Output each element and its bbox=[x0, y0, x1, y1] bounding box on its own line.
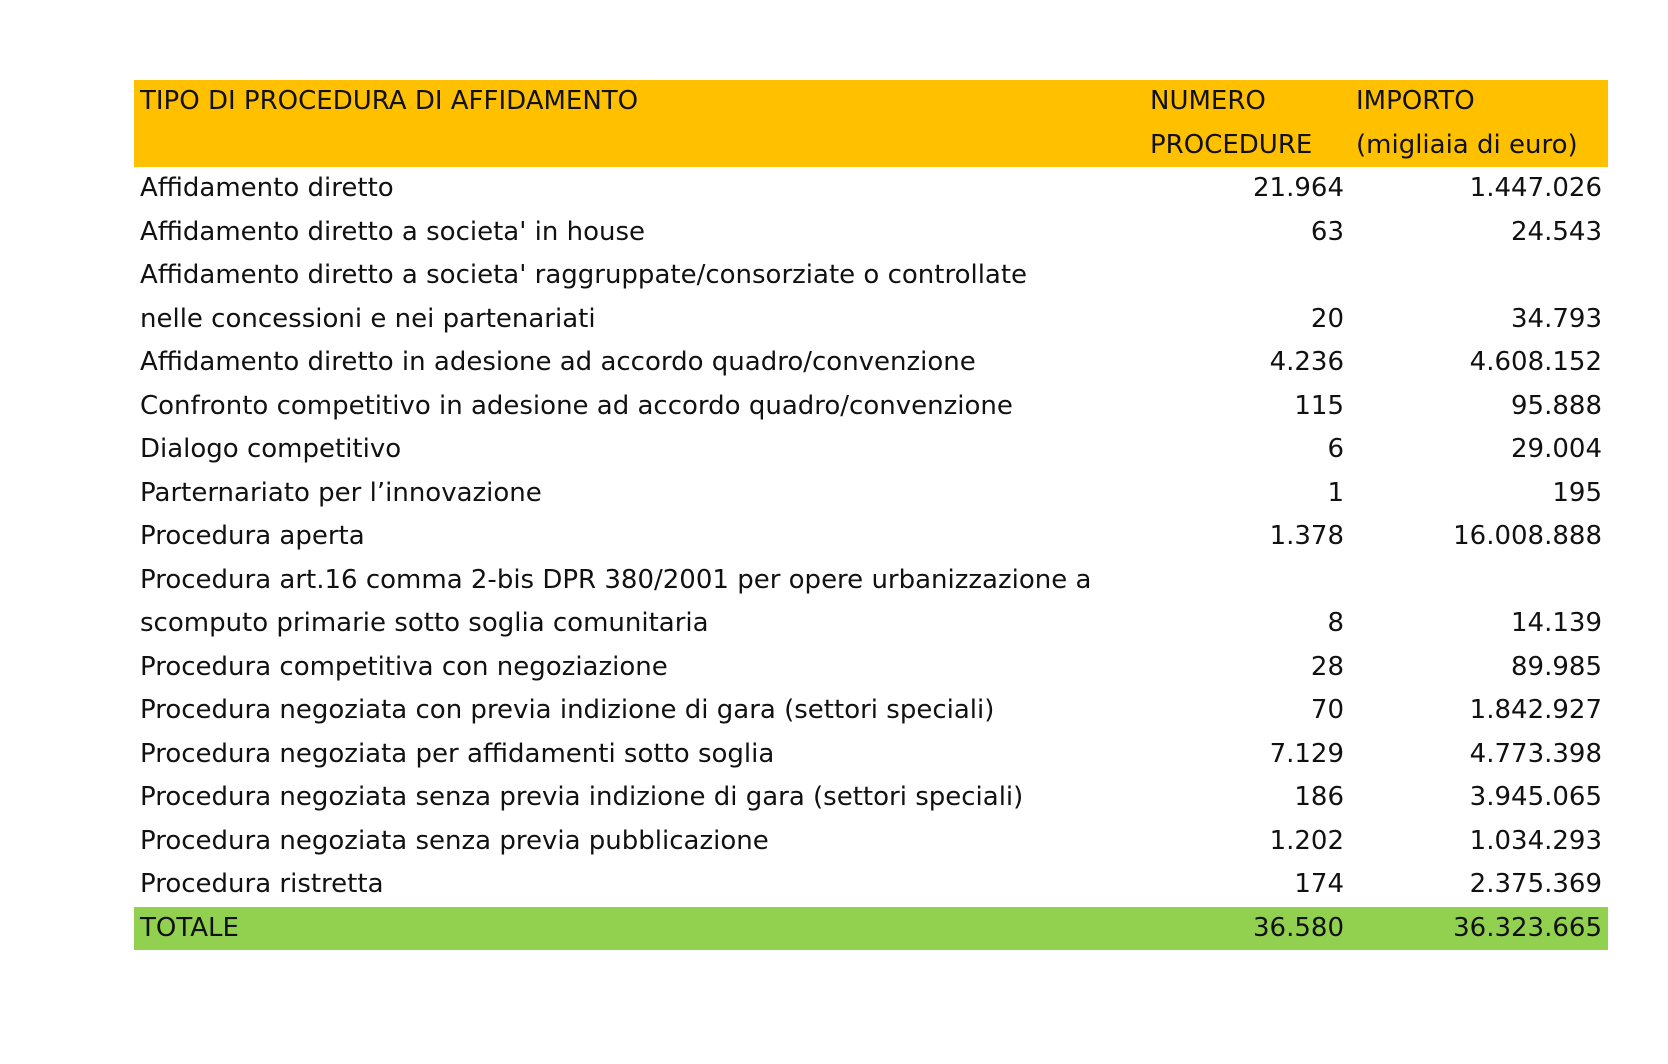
row-amount: 14.139 bbox=[1511, 608, 1602, 638]
row-label: Parternariato per l’innovazione bbox=[140, 477, 542, 508]
table-row bbox=[134, 254, 1608, 341]
row-amount: 3.945.065 bbox=[1469, 782, 1602, 812]
row-label-line1: Procedura art.16 comma 2-bis DPR 380/2001 per opere urbanizzazione a bbox=[140, 564, 1092, 595]
header-count-line1: NUMERO bbox=[1150, 86, 1266, 116]
table-row bbox=[134, 689, 1608, 733]
row-count: 174 bbox=[1294, 869, 1344, 899]
row-label bbox=[134, 559, 1144, 646]
table-row bbox=[134, 167, 1608, 211]
total-label: TOTALE bbox=[140, 912, 239, 943]
row-amount: 89.985 bbox=[1511, 651, 1602, 682]
row-label: Procedura ristretta bbox=[140, 869, 384, 899]
table-row bbox=[134, 863, 1608, 907]
row-amount: 16.008.888 bbox=[1453, 521, 1602, 551]
row-amount: 1.842.927 bbox=[1469, 695, 1602, 725]
header-count bbox=[1144, 80, 1350, 167]
row-count: 21.964 bbox=[1253, 173, 1344, 203]
table-row bbox=[134, 733, 1608, 777]
total-count: 36.580 bbox=[1253, 912, 1344, 943]
header-type: TIPO DI PROCEDURA DI AFFIDAMENTO bbox=[140, 86, 639, 116]
row-count: 70 bbox=[1310, 695, 1344, 725]
row-amount: 29.004 bbox=[1511, 434, 1602, 464]
row-count: 63 bbox=[1310, 216, 1344, 247]
row-count: 28 bbox=[1310, 651, 1344, 682]
row-amount: 4.773.398 bbox=[1469, 738, 1602, 769]
table-row bbox=[134, 211, 1608, 255]
header-count-line2: PROCEDURE bbox=[1150, 129, 1313, 160]
total-row bbox=[134, 907, 1608, 951]
header-amount bbox=[1350, 80, 1608, 167]
row-amount: 95.888 bbox=[1511, 390, 1602, 421]
row-count: 115 bbox=[1294, 390, 1344, 421]
row-label: Dialogo competitivo bbox=[140, 434, 402, 464]
row-label: Affidamento diretto bbox=[140, 173, 394, 203]
row-amount: 4.608.152 bbox=[1469, 347, 1602, 377]
row-label-line2: scomputo primarie sotto soglia comunitaria bbox=[140, 608, 709, 638]
row-count: 7.129 bbox=[1269, 738, 1344, 769]
row-label: Procedura aperta bbox=[140, 521, 365, 551]
table-row bbox=[134, 515, 1608, 559]
table-row bbox=[134, 472, 1608, 516]
row-count: 1 bbox=[1327, 477, 1344, 508]
row-count: 4.236 bbox=[1269, 347, 1344, 377]
row-count: 1.202 bbox=[1269, 825, 1344, 856]
row-amount: 34.793 bbox=[1511, 303, 1602, 334]
row-count: 20 bbox=[1310, 303, 1344, 334]
table-row bbox=[134, 559, 1608, 646]
table-row bbox=[134, 776, 1608, 820]
row-count: 1.378 bbox=[1269, 521, 1344, 551]
table-row bbox=[134, 385, 1608, 429]
table-row bbox=[134, 341, 1608, 385]
row-label: Procedura negoziata senza previa pubblicazione bbox=[140, 825, 769, 856]
row-label-line1: Affidamento diretto a societa' raggruppate/consorziate o controllate bbox=[140, 260, 1028, 290]
row-label: Procedura negoziata con previa indizione di gara (settori speciali) bbox=[140, 695, 995, 725]
row-amount: 2.375.369 bbox=[1469, 869, 1602, 899]
table-row bbox=[134, 820, 1608, 864]
row-label-line2: nelle concessioni e nei partenariati bbox=[140, 303, 596, 334]
row-amount: 1.034.293 bbox=[1469, 825, 1602, 856]
table-row bbox=[134, 646, 1608, 690]
row-label: Confronto competitivo in adesione ad accordo quadro/convenzione bbox=[140, 390, 1013, 421]
procedures-table bbox=[134, 80, 1608, 950]
row-amount: 24.543 bbox=[1511, 216, 1602, 247]
row-amount: 195 bbox=[1552, 477, 1602, 508]
row-label bbox=[134, 254, 1144, 341]
row-amount: 1.447.026 bbox=[1469, 173, 1602, 203]
row-count: 6 bbox=[1327, 434, 1344, 464]
row-count: 186 bbox=[1294, 782, 1344, 812]
total-amount: 36.323.665 bbox=[1453, 912, 1602, 943]
table-header bbox=[134, 80, 1608, 167]
table-row bbox=[134, 428, 1608, 472]
row-label: Affidamento diretto a societa' in house bbox=[140, 216, 646, 247]
header-amount-line2: (migliaia di euro) bbox=[1356, 129, 1578, 160]
row-count: 8 bbox=[1327, 608, 1344, 638]
row-label: Procedura competitiva con negoziazione bbox=[140, 651, 668, 682]
row-label: Procedura negoziata senza previa indizione di gara (settori speciali) bbox=[140, 782, 1024, 812]
header-amount-line1: IMPORTO bbox=[1356, 86, 1475, 116]
row-label: Procedura negoziata per affidamenti sotto soglia bbox=[140, 738, 775, 769]
row-label: Affidamento diretto in adesione ad accordo quadro/convenzione bbox=[140, 347, 976, 377]
